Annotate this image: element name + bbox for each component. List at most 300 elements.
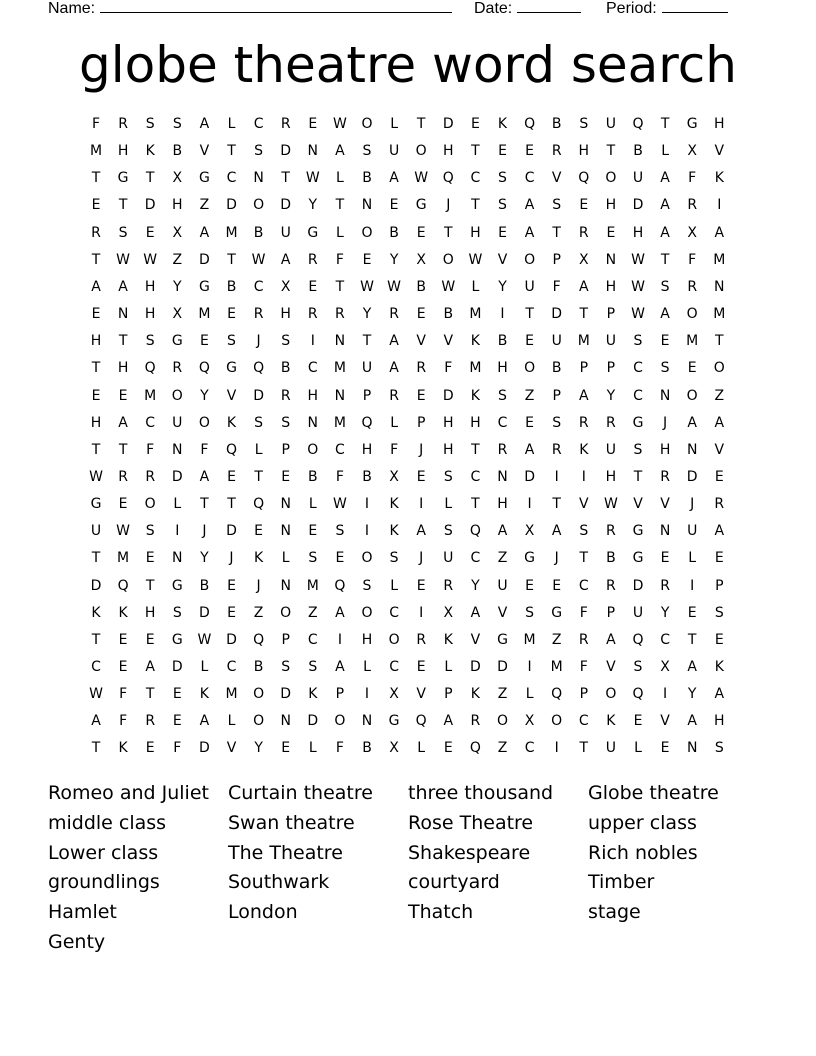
grid-letter[interactable]: T [525,306,534,323]
grid-letter[interactable]: N [361,197,373,214]
grid-letter[interactable]: A [551,523,562,540]
grid-letter[interactable]: P [579,686,589,703]
grid-letter[interactable]: Q [442,170,454,187]
grid-letter[interactable]: D [280,143,292,160]
grid-letter[interactable]: M [686,333,699,350]
grid-letter[interactable]: W [332,116,347,132]
grid-letter[interactable]: R [307,251,318,268]
grid-letter[interactable]: S [714,604,724,621]
grid-letter[interactable]: D [199,604,210,621]
grid-letter[interactable]: F [552,278,561,295]
grid-letter[interactable]: E [687,360,697,377]
grid-letter[interactable]: E [91,306,101,323]
grid-letter[interactable]: F [91,116,101,132]
grid-letter[interactable]: H [714,116,725,132]
grid-letter[interactable]: Q [632,631,644,648]
grid-letter[interactable]: G [307,224,319,241]
grid-letter[interactable]: E [145,550,155,567]
grid-letter[interactable]: N [307,414,319,431]
grid-letter[interactable]: D [226,197,237,214]
grid-letter[interactable]: R [497,441,508,458]
grid-letter[interactable]: T [660,251,670,268]
grid-letter[interactable]: S [145,523,155,540]
grid-letter[interactable]: W [631,306,645,323]
grid-letter[interactable]: H [90,333,102,350]
grid-letter[interactable]: A [118,414,128,431]
grid-letter[interactable]: N [117,306,129,323]
grid-letter[interactable]: H [632,224,644,241]
grid-letter[interactable]: H [605,468,617,485]
grid-letter[interactable]: O [388,631,400,648]
grid-letter[interactable]: L [200,659,209,675]
grid-letter[interactable]: E [199,333,209,350]
grid-letter[interactable]: D [90,577,102,594]
grid-letter[interactable]: L [281,550,290,567]
grid-letter[interactable]: H [470,414,481,431]
grid-letter[interactable]: J [419,441,424,458]
grid-letter[interactable]: I [337,631,342,648]
grid-letter[interactable]: W [251,251,266,268]
grid-letter[interactable]: T [91,550,101,567]
grid-letter[interactable]: Y [362,306,372,323]
grid-letter[interactable]: X [389,740,399,757]
grid-letter[interactable]: R [606,414,616,431]
grid-letter[interactable]: E [687,604,697,621]
grid-letter[interactable]: K [470,333,480,350]
grid-letter[interactable]: C [226,170,237,187]
grid-letter[interactable]: V [714,143,725,160]
grid-letter[interactable]: S [172,116,182,132]
grid-letter[interactable]: W [143,251,158,268]
grid-letter[interactable]: N [280,496,291,513]
grid-letter[interactable]: X [524,523,535,540]
grid-letter[interactable]: K [497,116,508,132]
grid-letter[interactable]: T [444,224,453,241]
grid-letter[interactable]: U [632,604,644,621]
grid-letter[interactable]: T [335,197,345,214]
grid-letter[interactable]: A [470,604,481,621]
grid-letter[interactable]: M [225,686,238,703]
grid-letter[interactable]: T [471,197,480,214]
grid-letter[interactable]: D [307,713,319,730]
grid-letter[interactable]: M [469,360,482,377]
grid-letter[interactable]: V [551,170,562,187]
grid-letter[interactable]: L [227,116,236,132]
grid-letter[interactable]: S [145,116,155,132]
grid-letter[interactable]: L [444,659,453,675]
grid-letter[interactable]: W [332,496,347,513]
grid-letter[interactable]: E [227,577,236,594]
grid-letter[interactable]: D [253,387,264,404]
grid-letter[interactable]: C [470,170,481,187]
grid-letter[interactable]: Y [200,550,209,567]
grid-letter[interactable]: T [200,496,209,513]
grid-letter[interactable]: U [605,116,617,132]
grid-letter[interactable]: W [468,251,483,268]
grid-letter[interactable]: C [470,550,481,567]
grid-letter[interactable]: H [714,713,725,730]
grid-letter[interactable]: J [419,550,424,567]
grid-letter[interactable]: A [389,333,399,350]
grid-letter[interactable]: S [254,143,264,160]
grid-letter[interactable]: Y [471,577,480,594]
grid-letter[interactable]: H [280,306,291,323]
grid-letter[interactable]: H [497,360,508,377]
grid-letter[interactable]: A [335,604,345,621]
grid-letter[interactable]: A [280,251,291,268]
grid-letter[interactable]: E [118,387,128,404]
grid-letter[interactable]: D [632,197,644,214]
grid-letter[interactable]: R [443,577,454,594]
grid-letter[interactable]: B [551,360,562,377]
grid-letter[interactable]: X [443,604,454,621]
grid-letter[interactable]: I [364,686,370,703]
grid-letter[interactable]: H [443,143,454,160]
grid-letter[interactable]: M [713,306,726,323]
grid-letter[interactable]: L [471,278,480,295]
grid-letter[interactable]: X [172,306,183,323]
grid-letter[interactable]: T [471,143,480,160]
grid-letter[interactable]: P [606,360,616,377]
grid-letter[interactable]: L [173,496,182,513]
grid-letter[interactable]: F [579,604,588,621]
grid-letter[interactable]: S [362,577,372,594]
grid-letter[interactable]: I [581,468,586,485]
grid-letter[interactable]: D [470,659,481,675]
grid-letter[interactable]: A [199,713,210,730]
grid-letter[interactable]: E [389,197,399,214]
grid-letter[interactable]: X [687,143,697,160]
grid-letter[interactable]: F [579,659,588,675]
grid-letter[interactable]: I [419,496,424,513]
grid-letter[interactable]: M [333,414,346,431]
grid-letter[interactable]: B [606,550,616,567]
grid-letter[interactable]: L [308,740,317,757]
grid-letter[interactable]: M [117,550,130,567]
grid-letter[interactable]: J [446,197,451,214]
grid-letter[interactable]: W [116,523,131,540]
grid-letter[interactable]: T [362,333,372,350]
grid-letter[interactable]: W [116,251,131,268]
grid-letter[interactable]: M [225,224,238,241]
grid-letter[interactable]: N [334,387,346,404]
grid-letter[interactable]: E [416,387,426,404]
grid-letter[interactable]: B [226,278,237,295]
grid-letter[interactable]: Q [334,577,346,594]
grid-letter[interactable]: K [308,686,318,703]
grid-letter[interactable]: Z [497,686,508,703]
grid-letter[interactable]: A [389,360,399,377]
grid-letter[interactable]: T [227,251,236,268]
grid-letter[interactable]: E [660,740,670,757]
grid-letter[interactable]: E [525,143,535,160]
grid-letter[interactable]: E [416,224,426,241]
grid-letter[interactable]: T [91,631,101,648]
grid-letter[interactable]: O [496,713,509,730]
grid-letter[interactable]: R [660,468,670,485]
grid-letter[interactable]: O [334,713,346,730]
grid-letter[interactable]: Z [172,251,183,268]
grid-letter[interactable]: T [145,686,155,703]
grid-letter[interactable]: B [199,577,210,594]
grid-letter[interactable]: P [281,631,290,648]
grid-letter[interactable]: Q [632,686,644,703]
grid-letter[interactable]: F [335,740,344,757]
grid-letter[interactable]: I [690,577,695,594]
grid-letter[interactable]: C [497,414,508,431]
grid-letter[interactable]: H [443,441,454,458]
grid-letter[interactable]: E [416,306,426,323]
grid-letter[interactable]: C [524,740,535,757]
grid-letter[interactable]: V [606,659,616,675]
grid-letter[interactable]: I [554,740,559,757]
grid-letter[interactable]: A [524,197,535,214]
grid-letter[interactable]: V [633,496,643,513]
grid-letter[interactable]: W [387,278,402,295]
grid-letter[interactable]: S [498,387,507,404]
grid-letter[interactable]: X [280,278,291,295]
grid-letter[interactable]: S [579,523,589,540]
grid-letter[interactable]: M [198,306,211,323]
grid-letter[interactable]: O [280,604,292,621]
grid-letter[interactable]: T [579,306,589,323]
grid-letter[interactable]: T [145,577,155,594]
grid-letter[interactable]: S [281,333,291,350]
grid-letter[interactable]: O [605,170,617,187]
grid-letter[interactable]: R [551,143,562,160]
grid-letter[interactable]: K [91,604,101,621]
grid-letter[interactable]: I [527,659,532,675]
grid-letter[interactable]: D [632,577,644,594]
grid-letter[interactable]: S [172,604,182,621]
grid-letter[interactable]: E [525,333,535,350]
grid-letter[interactable]: W [305,170,320,187]
grid-letter[interactable]: A [579,387,589,404]
grid-letter[interactable]: S [227,333,236,350]
grid-letter[interactable]: S [498,197,507,214]
grid-letter[interactable]: W [441,278,456,295]
grid-letter[interactable]: X [389,468,399,485]
grid-letter[interactable]: C [307,631,318,648]
grid-letter[interactable]: E [308,116,318,132]
grid-letter[interactable]: I [554,468,559,485]
grid-letter[interactable]: V [497,251,508,268]
grid-letter[interactable]: H [605,197,617,214]
grid-letter[interactable]: L [661,143,669,160]
grid-letter[interactable]: U [551,333,562,350]
grid-letter[interactable]: S [335,523,345,540]
grid-letter[interactable]: V [660,496,670,513]
grid-letter[interactable]: F [335,468,344,485]
grid-letter[interactable]: H [307,387,319,404]
grid-letter[interactable]: R [551,441,562,458]
grid-letter[interactable]: S [633,333,643,350]
grid-letter[interactable]: W [631,278,645,295]
grid-letter[interactable]: U [172,414,183,431]
grid-letter[interactable]: J [229,550,234,567]
grid-letter[interactable]: W [197,631,212,648]
grid-letter[interactable]: F [200,441,209,458]
grid-letter[interactable]: T [471,496,480,513]
grid-letter[interactable]: K [254,550,264,567]
grid-letter[interactable]: E [470,116,480,132]
grid-letter[interactable]: T [552,496,561,513]
grid-letter[interactable]: T [91,441,101,458]
grid-letter[interactable]: O [307,441,319,458]
grid-letter[interactable]: D [442,116,454,132]
grid-letter[interactable]: R [280,116,291,132]
grid-letter[interactable]: J [690,496,695,513]
grid-letter[interactable]: X [416,251,426,268]
grid-letter[interactable]: E [579,197,589,214]
grid-letter[interactable]: S [254,414,264,431]
grid-letter[interactable]: N [659,523,671,540]
grid-letter[interactable]: D [171,468,183,485]
grid-letter[interactable]: R [687,278,698,295]
grid-letter[interactable]: A [199,224,210,241]
grid-letter[interactable]: S [498,170,507,187]
grid-letter[interactable]: R [606,523,616,540]
grid-letter[interactable]: R [335,306,345,323]
grid-letter[interactable]: Q [524,116,536,132]
grid-letter[interactable]: J [256,333,261,350]
grid-letter[interactable]: R [280,387,291,404]
grid-letter[interactable]: D [144,197,156,214]
grid-letter[interactable]: Z [714,387,725,404]
grid-letter[interactable]: M [469,306,482,323]
grid-letter[interactable]: T [145,170,155,187]
grid-letter[interactable]: A [91,713,101,730]
grid-letter[interactable]: I [364,523,370,540]
grid-letter[interactable]: R [389,387,399,404]
grid-letter[interactable]: Q [253,360,265,377]
grid-letter[interactable]: S [308,659,318,675]
grid-letter[interactable]: S [579,116,589,132]
grid-letter[interactable]: N [605,251,617,268]
grid-letter[interactable]: H [172,197,183,214]
grid-letter[interactable]: A [660,224,670,241]
grid-letter[interactable]: J [663,414,668,431]
grid-letter[interactable]: S [443,523,453,540]
grid-letter[interactable]: Q [144,360,156,377]
grid-letter[interactable]: O [253,197,265,214]
grid-letter[interactable]: O [361,550,373,567]
grid-letter[interactable]: Y [200,387,209,404]
grid-letter[interactable]: Y [308,197,318,214]
grid-letter[interactable]: K [443,631,453,648]
grid-letter[interactable]: P [715,577,724,594]
grid-letter[interactable]: S [145,333,155,350]
grid-letter[interactable]: A [579,278,589,295]
grid-letter[interactable]: N [659,387,671,404]
grid-letter[interactable]: V [470,631,481,648]
grid-letter[interactable]: M [713,251,726,268]
grid-letter[interactable]: S [443,468,453,485]
grid-letter[interactable]: U [687,523,698,540]
grid-letter[interactable]: E [308,278,318,295]
grid-letter[interactable]: P [362,387,372,404]
grid-letter[interactable]: T [579,550,589,567]
grid-letter[interactable]: Q [469,740,481,757]
grid-letter[interactable]: I [310,333,315,350]
grid-letter[interactable]: T [335,278,345,295]
grid-letter[interactable]: D [524,468,535,485]
grid-letter[interactable]: N [497,468,508,485]
grid-letter[interactable]: O [361,116,373,132]
grid-letter[interactable]: E [443,740,453,757]
grid-letter[interactable]: Y [173,278,182,295]
grid-letter[interactable]: L [390,414,398,431]
grid-letter[interactable]: O [253,713,265,730]
grid-letter[interactable]: R [416,360,427,377]
grid-letter[interactable]: O [171,387,183,404]
grid-letter[interactable]: K [606,713,616,730]
grid-letter[interactable]: C [389,659,399,675]
grid-letter[interactable]: K [199,686,209,703]
grid-letter[interactable]: O [361,604,373,621]
grid-letter[interactable]: H [361,631,373,648]
grid-letter[interactable]: K [389,496,399,513]
grid-letter[interactable]: V [416,686,426,703]
grid-letter[interactable]: R [578,224,589,241]
grid-letter[interactable]: C [578,577,589,594]
grid-letter[interactable]: E [525,577,535,594]
grid-letter[interactable]: O [524,360,536,377]
grid-letter[interactable]: H [117,360,129,377]
grid-letter[interactable]: P [552,251,561,268]
grid-letter[interactable]: S [660,360,670,377]
grid-letter[interactable]: G [198,278,210,295]
grid-letter[interactable]: G [171,333,183,350]
grid-letter[interactable]: O [524,251,536,268]
grid-letter[interactable]: L [227,713,236,730]
grid-letter[interactable]: L [525,686,534,703]
grid-letter[interactable]: U [388,143,400,160]
grid-letter[interactable]: T [416,116,426,132]
grid-letter[interactable]: O [686,387,698,404]
grid-letter[interactable]: H [659,441,671,458]
grid-letter[interactable]: N [686,740,698,757]
grid-letter[interactable]: C [633,360,643,377]
grid-letter[interactable]: U [632,170,644,187]
grid-letter[interactable]: R [660,577,670,594]
grid-letter[interactable]: L [363,659,371,675]
grid-letter[interactable]: P [606,306,616,323]
grid-letter[interactable]: Q [198,360,210,377]
grid-letter[interactable]: F [119,713,128,730]
grid-letter[interactable]: P [606,604,616,621]
grid-letter[interactable]: C [633,387,643,404]
grid-letter[interactable]: Y [687,686,697,703]
grid-letter[interactable]: E [145,631,155,648]
grid-letter[interactable]: R [118,116,128,132]
grid-letter[interactable]: H [90,414,102,431]
grid-letter[interactable]: E [227,306,236,323]
grid-letter[interactable]: E [281,468,291,485]
grid-letter[interactable]: K [714,659,724,675]
grid-letter[interactable]: T [91,360,101,377]
grid-letter[interactable]: H [605,278,617,295]
grid-letter[interactable]: O [253,686,265,703]
grid-letter[interactable]: Z [524,387,535,404]
grid-letter[interactable]: B [389,224,399,241]
grid-letter[interactable]: E [335,550,345,567]
grid-letter[interactable]: I [419,604,424,621]
grid-letter[interactable]: B [443,306,454,323]
grid-letter[interactable]: T [118,197,128,214]
grid-letter[interactable]: O [415,143,427,160]
grid-letter[interactable]: Y [389,251,399,268]
